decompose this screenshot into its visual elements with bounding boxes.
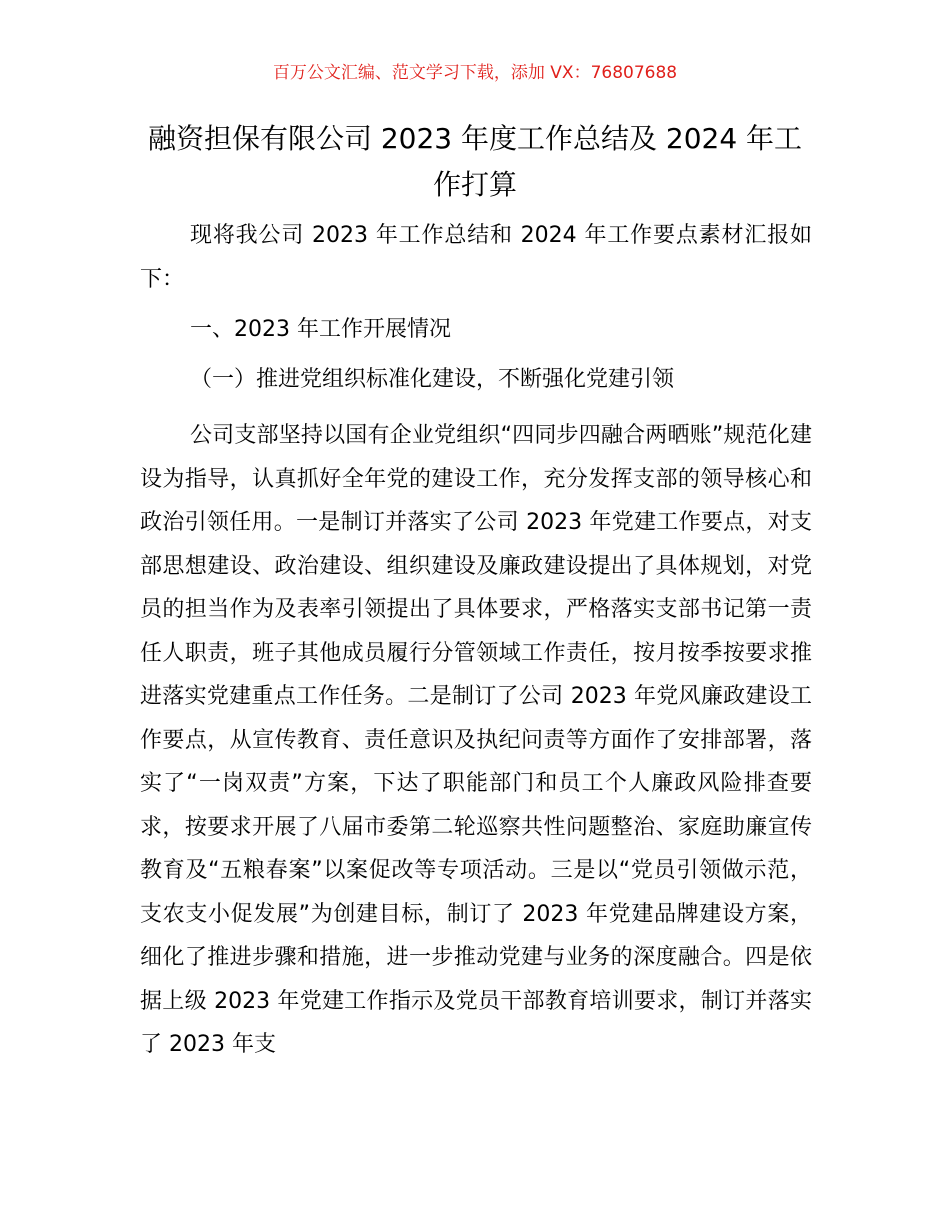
body-paragraph: 公司支部坚持以国有企业党组织“四同步四融合两晒账”规范化建设为指导，认真抓好全年党的建设工作，充分发挥支部的领导核心和政治引领任用。一是制订并落实了公司 2023 年党建工作要点，对支部思想建设、政治建设、组织建设及廉政建设提出了具体规划，对党员的担当作为及表率引领提出了具体要求，严格落实支部书记第一责任人职责，班子其他成员履行分管领域工作责任，按月按季按要求推进落实党建重点工作任务。二是制订了公司 2023 年党风廉政建设工作要点，从宣传教育、责任意识及执纪问责等方面作了安排部署，落实了“一岗双责”方案，下达了职能部门和员工个人廉政风险排查要求，按要求开展了八届市委第二轮巡察共性问题整治、家庭助廉宣传教育及“五粮春案”以案促改等专项活动。三是以“党员引领做示范，支农支小促发展”为创建目标，制订了 2023 年党建品牌建设方案，细化了推进步骤和措施，进一步推动党建与业务的深度融合。四是依据上级 2023 年党建工作指示及党员干部教育培训要求，制订并落实了 2023 年支 bbox=[140, 423, 812, 1057]
subsection-heading: （一）推进党组织标准化建设，不断强化党建引领 bbox=[190, 367, 675, 392]
header-watermark: 百万公文汇编、范文学习下载，添加 VX：76807688 bbox=[272, 63, 678, 83]
section-heading: 一、2023 年工作开展情况 bbox=[190, 317, 451, 342]
intro-paragraph: 现将我公司 2023 年工作总结和 2024 年工作要点素材汇报如下： bbox=[140, 223, 812, 292]
document-title: 融资担保有限公司 2023 年度工作总结及 2024 年工作打算 bbox=[147, 122, 803, 201]
